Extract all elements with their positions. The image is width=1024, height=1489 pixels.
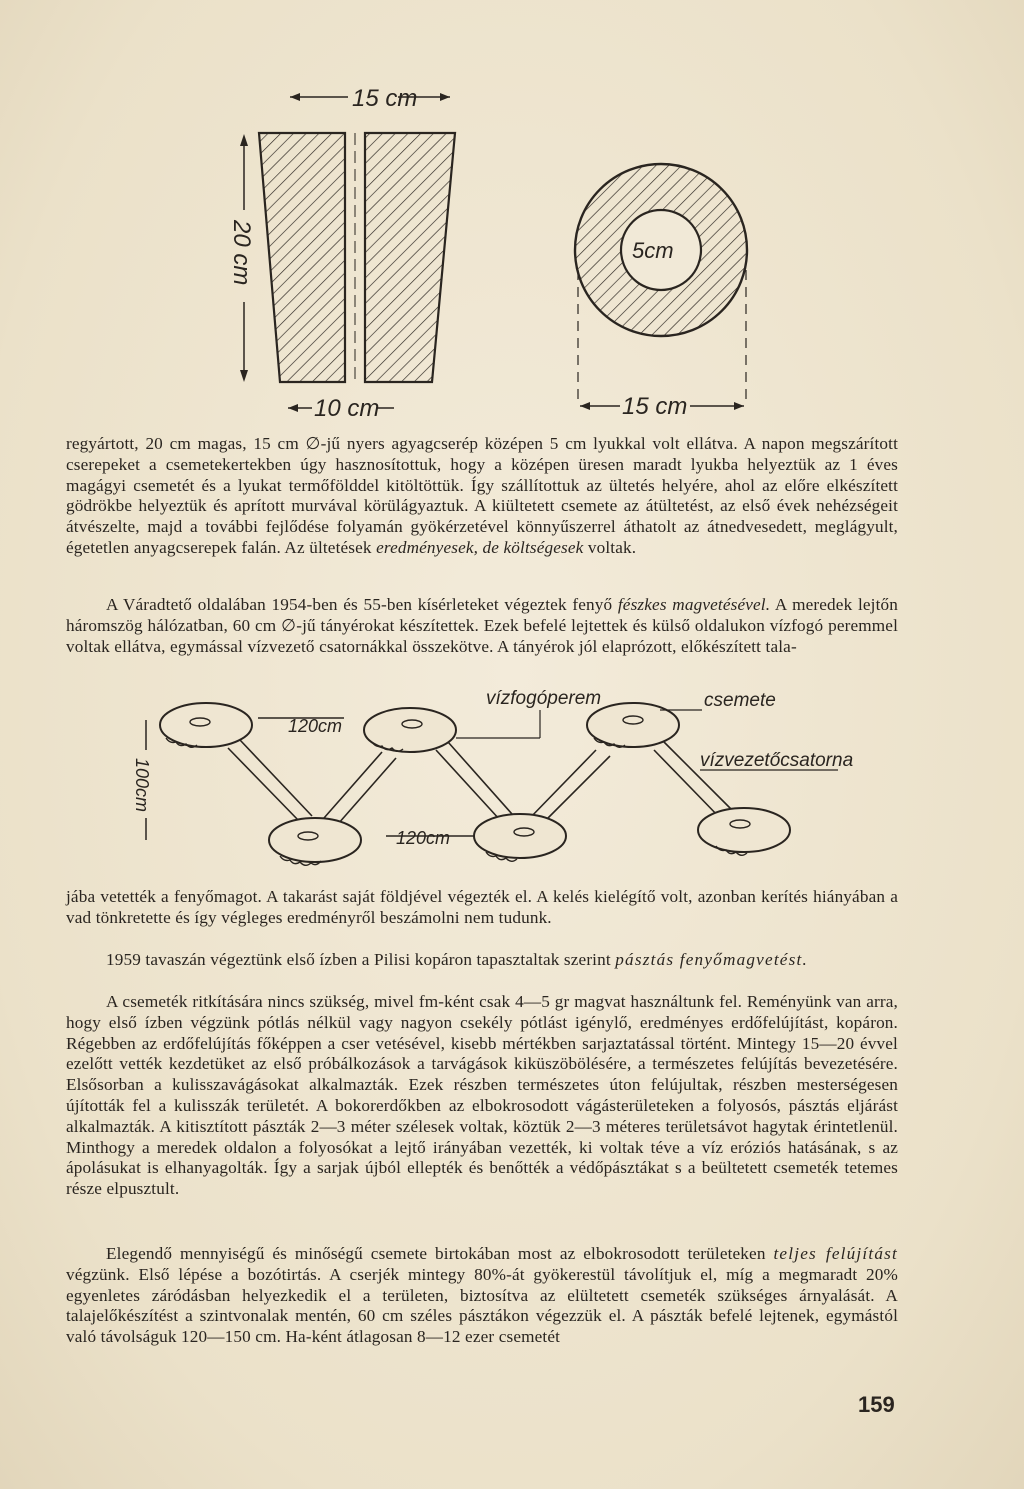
pot-wall-left [259, 133, 345, 382]
channel-label: vízvezetőcsatorna [700, 750, 854, 771]
height-100cm-label: 100cm [132, 758, 152, 813]
paragraph-history: A csemeték ritkítására nincs szükség, mivel fm-ként csak 4—5 gr magvat használtunk fel. Reményünk van arra, hogy első ízben végzünk pótlás nélkül vagy nagyon csekély pótlást igénylő, eredményes erdőfelújítást, kopáron. Régebben az erdőfelújítás főképpen a cser vetésével, kisebb mértékben sarjaztatással történt. Mintegy 15—20 évvel ezelőtt vették kezdetüket az első próbálkozások a tarvágások kiküszöbölésére, a természetes felújítás bevezetésére. Elsősorban a kulisszavágásokat alkalmazták. Ezek részben természetes úton felújultak, részben mesterségesen újították fel a kulisszák területét. A bokorerdőkben az elbokrosodott vágásterületeken a folyosós, pásztás eljárást alkalmazták. A kitisztított pászták 2—3 méter szélesek voltak, köztük 2—3 méteres területsávot hagytak érintetlenül. Minthogy a meredek oldalon a folyosókat a lejtő irányában vezették, ki voltak téve a víz eróziós hatásának, s az ápolásukat is elhanyagolták. Így a sarjak újból ellepték és benőtték a védőpásztákat s a beültetett csemeték tetemes része elpusztult. [66, 992, 898, 1199]
spacing-top-label: 120cm [288, 716, 343, 736]
seedling-label: csemete [704, 690, 776, 711]
paragraph-varadteto: A Váradtető oldalában 1954-ben és 55-ben kísérleteket végeztek fenyő fészkes magvetésével. A meredek lejtőn háromszög hálózatban, 60 cm ∅-jű tányérokat készítettek. Ezek befelé lejtettek és külső oldalukon vízfogó peremmel voltak ellátva, egymással vízvezető csatornákkal összekötve. A tányérok jól elaprózott, előkészített tala- [66, 595, 898, 656]
top-width-label: 15 cm [352, 85, 418, 112]
paragraph-full-regeneration: Elegendő mennyiségű és minőségű csemete birtokában most az elbokrosodott területeken teljes felújítást végzünk. Első lépése a bozótirtás. A cserjék mintegy 80%-át gyökerestül távolítjuk el, míg a megmaradt 20% egyenletes záródásban helyezkedik el a területen, biztosítva az elültetett csemeték szükséges árnyalását. A talajelőkészítést a szintvonalak mentén, 60 cm széles pásztákon végezzük el. A pászták befelé lejtenek, egymástól való távolságuk 120—150 cm. Ha-ként átlagosan 8—12 ezer csemetét [66, 1244, 898, 1347]
rim-label: vízfogóperem [486, 688, 602, 709]
pot-wall-right [365, 133, 455, 382]
hole-label: 5cm [632, 238, 674, 263]
spacing-bottom-label: 120cm [396, 828, 451, 848]
emphasis-results: eredményesek, de költségesek [376, 537, 584, 557]
page-number: 159 [858, 1392, 895, 1417]
height-label: 20 cm [228, 220, 255, 286]
paragraph-pot-method: regyártott, 20 cm magas, 15 cm ∅-jű nyers agyagcserép középen 5 cm lyukkal volt ellátva. A napon megszárított cserepeket a csemetekertekben úgy hasznosítottuk, hogy a középen üresen maradt lyukba helyeztük az 1 éves magágyi csemetét és a lyukat termőfölddel kitöltöttük. Így szállítottuk az ültetés helyére, ahol az előre elkészített gödrökbe helyeztük és aprított murvával körülágyaztuk. A kiültetett csemete az átültetést, az első évek nehézségeit átvészelte, majd a további fejlődése folyamán gyökérzetével könnyűszerrel áthatolt az átnedvesedett, meglágyult, égetetlen anyagcserepek falán. Az ültetések eredményesek, de költségesek voltak. [66, 434, 898, 557]
plate-2 [364, 708, 456, 752]
emphasis-nest-sowing: fészkes magvetésével. [617, 595, 771, 614]
plate-4 [269, 818, 361, 862]
plate-network-diagram [0, 680, 1024, 880]
diameter-label: 15 cm [622, 393, 688, 420]
bottom-width-label: 10 cm [314, 395, 380, 422]
paragraph-pilis: 1959 tavaszán végeztünk első ízben a Pilisi kopáron tapasztaltak szerint pásztás fenyőmagvetést. [106, 950, 808, 969]
emphasis-strip-sowing: pásztás fenyőmagvetést. [615, 950, 808, 969]
paragraph-sowing-result: jába vetették a fenyőmagot. A takarást saját földjével végezték el. A kelés kielégítő volt, azonban kerítés hiányában a vad tönkretette és így végleges eredményről beszámolni nem tudunk. [66, 887, 898, 927]
pot-diagram [0, 70, 1024, 430]
emphasis-full-regeneration: teljes felújítást [773, 1244, 898, 1263]
plate-6 [698, 808, 790, 852]
